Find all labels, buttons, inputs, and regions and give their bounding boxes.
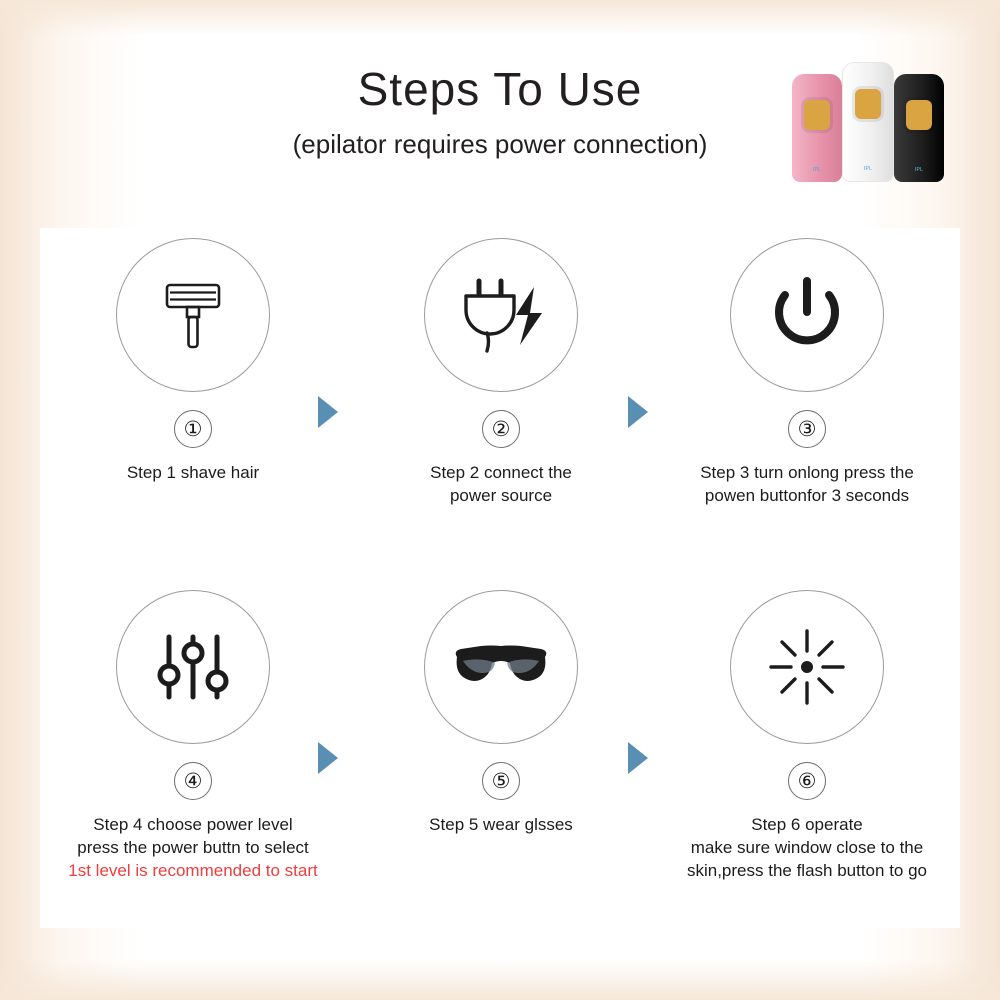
step-5-line-1: Step 5 wear glsses [429,815,573,834]
step-6-icon-circle [730,590,884,744]
step-4 [48,590,338,883]
step-3-icon-circle [730,238,884,392]
step-2-line-2: power source [449,485,553,505]
arrow-2-to-3 [628,396,648,428]
step-4-caption [48,814,338,883]
step-1-line-1: Step 1 shave hair [126,463,260,482]
step-2 [356,238,646,508]
step-6-caption [662,814,952,883]
step-2-icon-circle [424,238,578,392]
device-label-white: IPL [863,166,873,172]
device-pink [792,74,842,182]
step-3-caption [662,462,952,508]
step-6-line-1: Step 6 operate [751,815,863,834]
device-black [894,74,944,182]
step-2-line-1: Step 2 connect the [430,463,572,482]
step-6-number: ⑥ [788,762,826,800]
product-image [792,52,952,182]
power-button-icon [757,265,857,365]
steps-row-top [40,238,960,558]
arrow-5-to-6 [628,742,648,774]
step-3-line-2: powen buttonfor 3 seconds [704,485,910,505]
sliders-icon [143,617,243,717]
page-title: Steps To Use [357,63,643,115]
step-3 [662,238,952,508]
step-4-highlight: 1st level is recommended to start [68,860,318,880]
steps-row-bottom [40,590,960,910]
step-1 [48,238,338,485]
step-5-number: ⑤ [482,762,520,800]
step-4-icon-circle [116,590,270,744]
step-4-line-2: press the power buttn to select [77,837,309,857]
step-5-icon-circle [424,590,578,744]
step-3-line-1: Step 3 turn onlong press the [700,463,914,482]
power-plug-icon [446,265,556,365]
steps-card [40,228,960,928]
step-6-line-3: skin,press the flash button to go [686,860,928,880]
step-1-icon-circle [116,238,270,392]
device-label-pink: IPL [812,167,822,173]
step-6 [662,590,952,883]
device-window-white [855,89,881,119]
flash-burst-icon [757,617,857,717]
step-5-caption [356,814,646,837]
device-label-black: IPL [914,167,924,173]
arrow-4-to-5 [318,742,338,774]
step-2-caption [356,462,646,508]
step-1-number: ① [174,410,212,448]
razor-icon [143,265,243,365]
step-5 [356,590,646,837]
device-white [842,62,894,182]
sunglasses-icon [441,617,561,717]
step-1-caption [48,462,338,485]
step-2-number: ② [482,410,520,448]
arrow-1-to-2 [318,396,338,428]
device-window-black [906,100,932,130]
step-6-line-2: make sure window close to the [690,837,924,857]
step-3-number: ③ [788,410,826,448]
step-4-number: ④ [174,762,212,800]
step-4-line-1: Step 4 choose power level [93,815,293,834]
device-window-pink [804,100,830,130]
page-subtitle: (epilator requires power connection) [292,129,708,160]
